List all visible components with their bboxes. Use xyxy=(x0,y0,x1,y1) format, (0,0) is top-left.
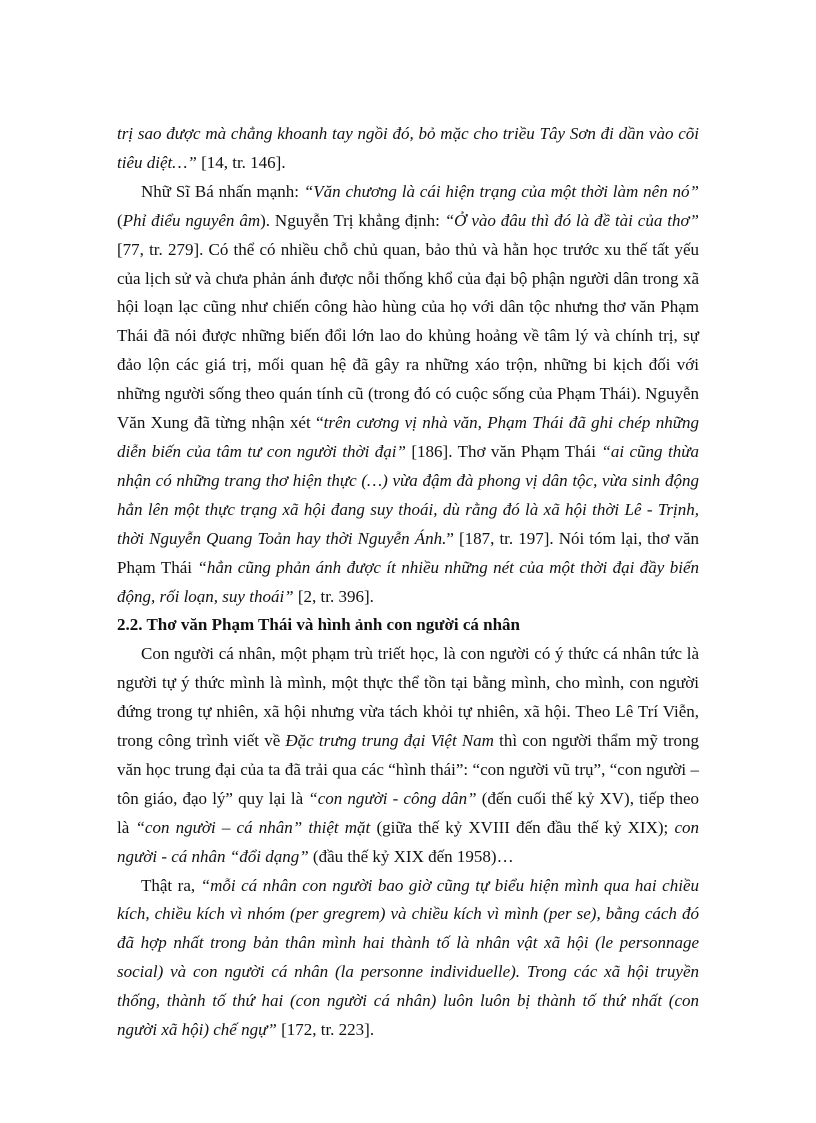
text-run: Thật ra, xyxy=(141,875,201,895)
paragraph-3 xyxy=(117,640,699,871)
section-heading: 2.2. Thơ văn Phạm Thái và hình ảnh con người cá nhân xyxy=(117,615,521,635)
citation: [172, tr. 223]. xyxy=(276,1020,375,1040)
text-run: [186]. Thơ văn Phạm Thái xyxy=(405,441,602,461)
quote-text: trị sao được mà chẳng khoanh tay ngồi đó, bỏ mặc cho triều Tây Sơn đi dần vào cõi tiêu diệt…” xyxy=(117,124,699,172)
paragraph-2 xyxy=(117,178,699,612)
quote-text: “con người – cá nhân” thiệt mặt xyxy=(135,817,371,837)
quote-text: con người - cá nhân “đổi dạng” xyxy=(117,817,699,866)
quote-text: “Văn chương là cái hiện trạng của một thời làm nên nó” xyxy=(303,181,699,201)
quote-text: “hẳn cũng phản ánh được ít nhiều những nét của một thời đại đầy biến động, rối loạn, suy thoái” xyxy=(117,557,699,606)
paragraph-1 xyxy=(117,120,699,178)
work-title: Phỉ điểu nguyên âm xyxy=(122,210,261,230)
page-body xyxy=(117,120,699,1045)
text-run: (đến cuối thế kỷ XV), tiếp theo là xyxy=(117,788,699,837)
text-run: [77, tr. 279]. Có thể có nhiều chỗ chủ quan, bảo thủ và hằn học trước xu thế tất yếu của lịch sử và chưa phản ánh được nỗi thống khổ của đại bộ phận người dân trong xã hội loạn lạc cũng như chiến công hào hùng của họ với dân tộc nhưng thơ văn Phạm Thái đã nói được những biến đổi lớn lao do khủng hoảng về tâm lý và chính trị, sự đảo lộn các giá trị, mối quan hệ đã gây ra những xáo trộn, những bi kịch đối với những người sống theo quán tính cũ (trong đó có cuộc sống của Phạm Thái). Nguyễn Văn Xung đã từng nhận xét “ xyxy=(117,239,699,433)
text-run: (đầu thế kỷ XIX đến 1958)… xyxy=(308,846,514,866)
text-run: ” [187, tr. 197]. Nói tóm lại, thơ văn Phạm Thái xyxy=(117,528,699,577)
quote-text: “ai cũng thừa nhận có những trang thơ hiện thực (…) vừa đậm đà phong vị dân tộc, vừa sinh động hẳn lên một thực trạng xã hội đang suy thoái, dù rằng đó là xã hội thời Lê - Trịnh, thời Nguyễn Quang Toản hay thời Nguyễn Ánh. xyxy=(117,441,699,548)
work-title: Đặc trưng trung đại Việt Nam xyxy=(285,731,494,751)
quote-text: “con người - công dân” xyxy=(308,788,477,808)
paragraph-4 xyxy=(117,872,699,1045)
text-run: ). Nguyễn Trị khẳng định: xyxy=(260,210,445,230)
text-run: Con người cá nhân, một phạm trù triết học, là con người có ý thức cá nhân tức là người tự ý thức mình là mình, một thực thể tồn tại bằng mình, cho mình, con người đứng trong tự nhiên, xã hội nhưng vừa tách khỏi tự nhiên, xã hội. Theo Lê Trí Viễn, trong công trình viết về xyxy=(117,644,699,751)
text-run: thì con người thẩm mỹ trong văn học trung đại của ta đã trải qua các “hình thái”: “con người vũ trụ”, “con người – tôn giáo, đạo lý” quy lại là xyxy=(117,731,699,808)
citation: [2, tr. 396]. xyxy=(293,586,374,606)
text-run: (giữa thế kỷ XVIII đến đầu thế kỷ XIX); xyxy=(370,817,675,837)
quote-text: “Ở vào đâu thì đó là đề tài của thơ” xyxy=(444,210,699,230)
quote-text: “mỗi cá nhân con người bao giờ cũng tự biểu hiện mình qua hai chiều kích, chiều kích vì nhóm (per gregrem) và chiều kích vì mình (per se), bằng cách đó đã hợp nhất trong bản thân mình hai thành tố là nhân vật xã hội (le personnage social) và con người cá nhân (la personne individuelle). Trong các xã hội truyền thống, thành tố thứ hai (con người cá nhân) luôn luôn bị thành tố thứ nhất (con người xã hội) chế ngự” xyxy=(117,875,699,1040)
text-run: Nhữ Sĩ Bá nhấn mạnh: xyxy=(141,181,304,201)
citation: [14, tr. 146]. xyxy=(196,152,286,172)
quote-text: trên cương vị nhà văn, Phạm Thái đã ghi chép những diễn biến của tâm tư con người thời đại” xyxy=(117,413,699,461)
text-run: ( xyxy=(117,210,123,230)
